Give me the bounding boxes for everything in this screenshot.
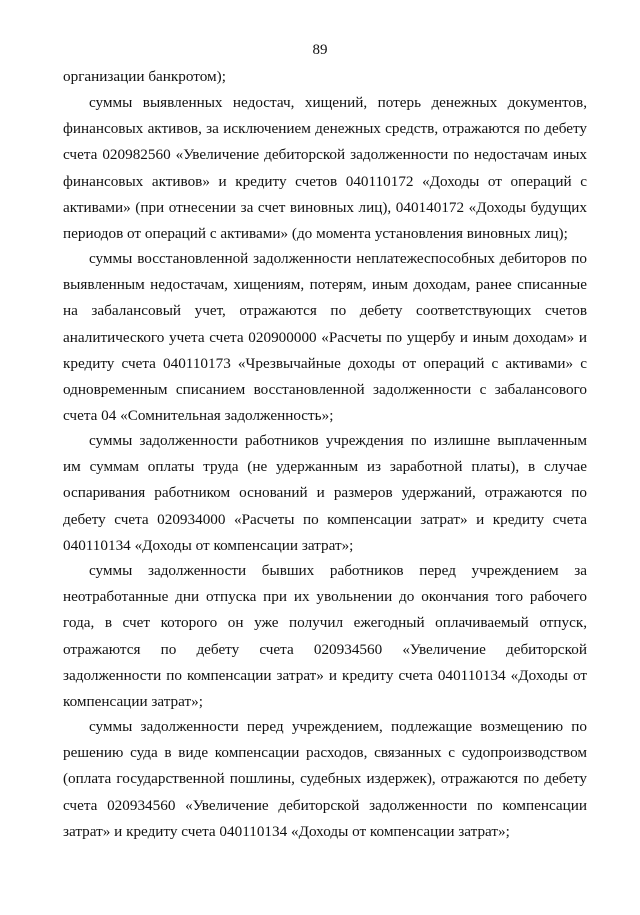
- paragraph-employee-debt: суммы задолженности работников учреждения по излишне выплаченным им суммам оплаты труда (не удержанным из заработной платы), в случае оспаривания работником оснований и размеров удержаний, отражаются по дебету счета 020934000 «Расчеты по компенсации затрат» и кредиту счета 040110134 «Доходы от компенсации затрат»;: [63, 432, 587, 554]
- paragraph-shortages: суммы выявленных недостач, хищений, потерь денежных документов, финансовых активов, за исключением денежных средств, отражаются по дебету счета 020982560 «Увеличение дебиторской задолженности по недостачам иных финансовых активов» и кредиту счетов 040110172 «Доходы от операций с активами» (при отнесении за счет виновных лиц), 040140172 «Доходы будущих периодов от операций с активами» (до момента установления виновных лиц);: [63, 94, 587, 243]
- paragraph-court-costs: суммы задолженности перед учреждением, подлежащие возмещению по решению суда в виде компенсации расходов, связанных с судопроизводством (оплата государственной пошлины, судебных издержек), отражаются по дебету счета 020934560 «Увеличение дебиторской задолженности по компенсации затрат» и кредиту счета 040110134 «Доходы от компенсации затрат»;: [63, 718, 587, 840]
- page-number: 89: [312, 42, 328, 58]
- paragraph-former-employees: суммы задолженности бывших работников перед учреждением за неотработанные дни отпуска при их увольнении до окончания того рабочего года, в счет которого он уже получил ежегодный оплачиваемый отпуск, отражаются по дебету счета 020934560 «Увеличение дебиторской задолженности по компенсации затрат» и кредиту счета 040110134 «Доходы от компенсации затрат»;: [63, 562, 587, 711]
- paragraph-continuation: организации банкротом);: [63, 68, 226, 85]
- paragraph-restored-debt: суммы восстановленной задолженности неплатежеспособных дебиторов по выявленным недостачам, хищениям, потерям, иным доходам, ранее списанные на забалансовый учет, отражаются по дебету соответствующих счетов аналитического учета счета 020900000 «Расчеты по ущербу и иным доходам» и кредиту счета 040110173 «Чрезвычайные доходы от операций с активами» с одновременным списанием восстановленной задолженности с забалансового счета 04 «Сомнительная задолженность»;: [63, 250, 587, 425]
